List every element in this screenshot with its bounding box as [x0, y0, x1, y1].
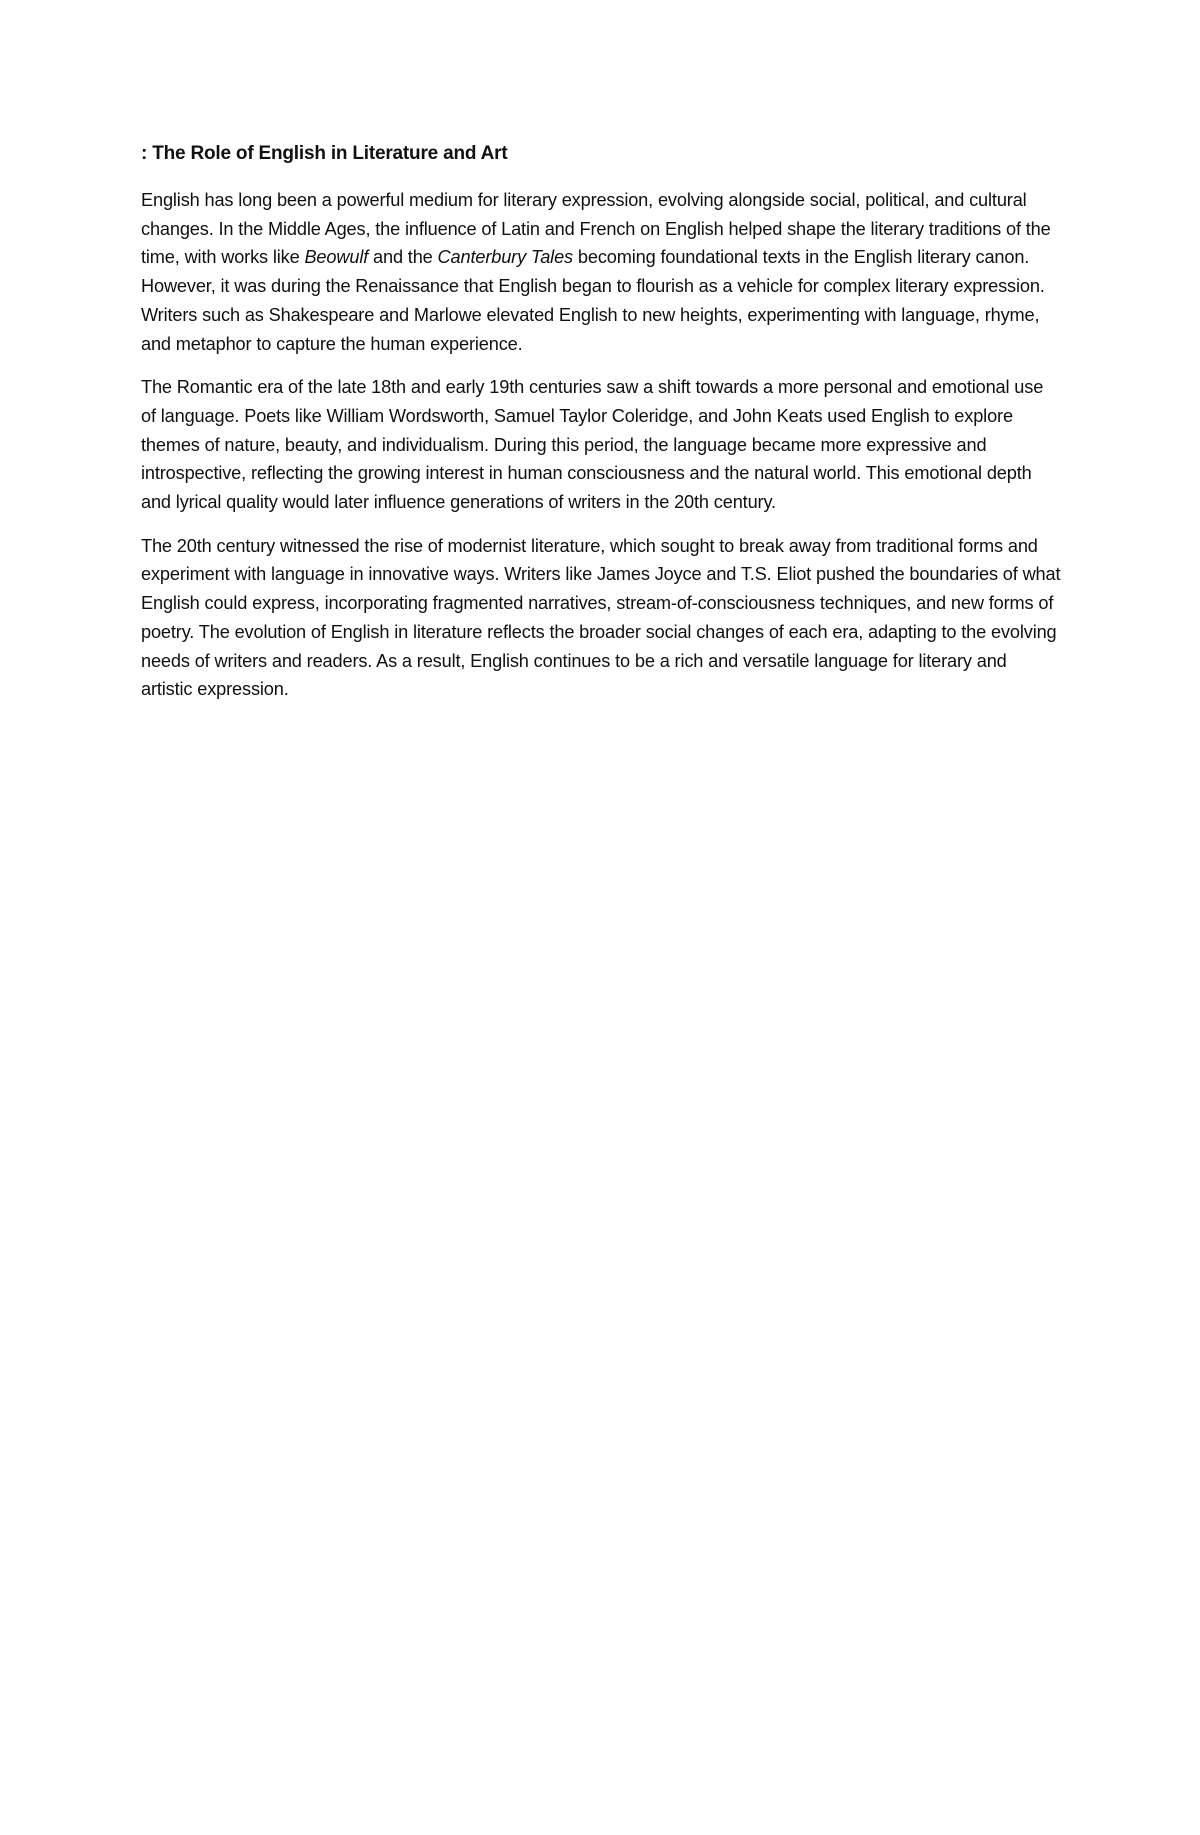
paragraph-text: and the: [368, 247, 438, 268]
paragraph-romantic-era: The Romantic era of the late 18th and early 19th centuries saw a shift towards a more personal and emotional use of language. Poets like William Wordsworth, Samuel Taylor Coleridge, and John Keats used English to explore themes of nature, beauty, and individualism. During this period, the language became more expressive and introspective, reflecting the growing interest in human consciousness and the natural world. This emotional depth and lyrical quality would later influence generations of writers in the 20th century.: [141, 377, 1044, 513]
italic-title-canterbury-tales: Canterbury Tales: [437, 247, 573, 268]
paragraph-text: English has long been a powerful medium for literary expression, evolving alongside social, political, and cultural changes. In the Middle Ages, the influence of Latin and French on English helped shape the literary traditions of the time, with works like: [141, 190, 1051, 268]
paragraph-middle-ages-renaissance: [141, 186, 1061, 358]
document-page: [141, 140, 1061, 719]
paragraph-modernist-era: The 20th century witnessed the rise of modernist literature, which sought to break away from traditional forms and experiment with language in innovative ways. Writers like James Joyce and T.S. Eliot pushed the boundaries of what English could express, incorporating fragmented narratives, stream-of-consciousness techniques, and new forms of poetry. The evolution of English in literature reflects the broader social changes of each era, adapting to the evolving needs of writers and readers. As a result, English continues to be a rich and versatile language for literary and artistic expression.: [141, 535, 1061, 700]
italic-title-beowulf: Beowulf: [304, 247, 369, 268]
section-heading: : The Role of English in Literature and Art: [141, 143, 508, 164]
paragraph-text: becoming foundational texts in the English literary canon. However, it was during the Renaissance that English began to flourish as a vehicle for complex literary expression. Writers such as Shakespeare and Marlowe elevated English to new heights, experimenting with language, rhyme, and metaphor to capture the human experience.: [141, 247, 1045, 354]
